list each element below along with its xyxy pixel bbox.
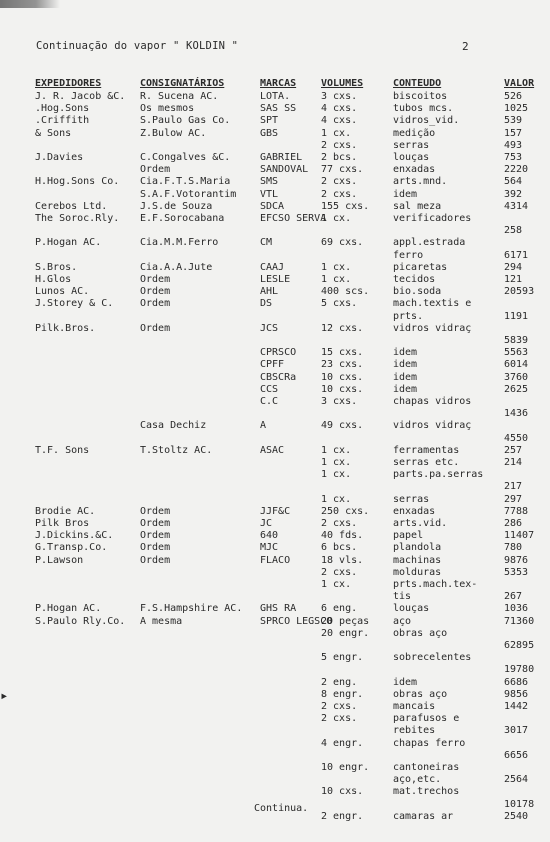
cell-conteudo: louças bbox=[393, 603, 430, 615]
cell-valor: 2625 bbox=[504, 383, 529, 395]
cell-marca: 640 bbox=[260, 530, 279, 542]
cell-volume: 12 cxs. bbox=[321, 322, 364, 334]
cell-volume: 2 cxs. bbox=[321, 139, 358, 151]
cell-volume: 10 cxs. bbox=[321, 371, 364, 383]
cell-conteudo: sal meza bbox=[393, 200, 442, 212]
table-row bbox=[35, 493, 523, 506]
cell-conteudo: idem bbox=[393, 347, 418, 359]
cell-conteudo: prts. bbox=[393, 310, 424, 322]
cell-consignatario: Ordem bbox=[140, 542, 171, 554]
table-row bbox=[35, 298, 515, 310]
table-row bbox=[35, 713, 515, 725]
cell-volume: 18 vls. bbox=[321, 554, 364, 566]
table-row bbox=[35, 469, 515, 481]
cell-consignatario: Ordem bbox=[140, 286, 171, 298]
cell-volume: 20 peças bbox=[321, 615, 370, 627]
cell-volume: 400 scs. bbox=[321, 286, 370, 298]
cell-volume: 1 cx. bbox=[321, 127, 352, 139]
cell-conteudo: obras aço bbox=[393, 627, 448, 639]
cell-valor: 10178 bbox=[504, 798, 535, 810]
cell-conteudo: parafusos e bbox=[393, 713, 460, 725]
cell-marca: DS bbox=[260, 298, 273, 310]
cell-conteudo: ferro bbox=[393, 249, 424, 261]
cell-valor: 157 bbox=[504, 127, 523, 139]
cell-marca: SMS bbox=[260, 176, 279, 188]
table-row bbox=[35, 420, 515, 432]
cell-conteudo: chapas ferro bbox=[393, 737, 466, 749]
column-header-volumes: VOLUMES bbox=[321, 78, 364, 89]
cell-expedidor: Pilk.Bros. bbox=[35, 322, 96, 334]
cell-valor: 539 bbox=[504, 115, 523, 127]
table-row bbox=[35, 213, 515, 225]
cell-expedidor: & Sons bbox=[35, 127, 72, 139]
table-row bbox=[35, 725, 529, 737]
cell-conteudo: serras etc. bbox=[393, 457, 460, 468]
cell-expedidor: J.Dickins.&C. bbox=[35, 530, 114, 542]
cell-valor: 1025 bbox=[504, 103, 529, 115]
cell-volume: 8 engr. bbox=[321, 688, 364, 700]
cell-volume: 5 engr. bbox=[321, 652, 364, 664]
cell-valor: 5839 bbox=[504, 335, 529, 346]
table-row bbox=[35, 786, 515, 798]
cell-consignatario: A mesma bbox=[140, 615, 183, 627]
cell-consignatario: Cia.A.A.Jute bbox=[140, 261, 213, 273]
document-title: Continuação do vapor " KOLDIN " bbox=[36, 40, 239, 52]
cell-conteudo: plandola bbox=[393, 542, 442, 554]
cell-valor: 71360 bbox=[504, 615, 535, 627]
table-row bbox=[35, 91, 523, 103]
cell-volume: 2 cxs. bbox=[321, 566, 358, 578]
cell-volume: 40 fds. bbox=[321, 530, 364, 542]
cell-volume: 1 cx. bbox=[321, 579, 352, 590]
cell-volume: 2 eng. bbox=[321, 676, 358, 688]
cell-consignatario: Ordem bbox=[140, 554, 171, 566]
cell-volume: 4 cxs. bbox=[321, 115, 358, 127]
cell-marca: CBSCRa bbox=[260, 371, 297, 383]
page-number: 2 bbox=[462, 40, 469, 53]
cell-marca: EFCSO SERVA bbox=[260, 213, 327, 224]
table-row bbox=[35, 261, 523, 274]
cell-expedidor: Brodie AC. bbox=[35, 505, 96, 517]
cell-volume: 4 engr. bbox=[321, 737, 364, 749]
table-row bbox=[35, 237, 515, 249]
cell-consignatario: Cia.M.M.Ferro bbox=[140, 237, 219, 249]
cell-valor: 217 bbox=[504, 481, 523, 493]
cell-marca: LESLE bbox=[260, 274, 291, 285]
table-row bbox=[35, 432, 529, 445]
cell-conteudo: vidros_vid. bbox=[393, 115, 460, 127]
table-row bbox=[35, 176, 523, 188]
cell-volume: 49 cxs. bbox=[321, 420, 364, 432]
cell-conteudo: biscoitos bbox=[393, 91, 448, 102]
table-row bbox=[35, 408, 529, 420]
cell-marca: SDCA bbox=[260, 200, 285, 212]
cell-conteudo: appl.estrada bbox=[393, 237, 466, 249]
cell-conteudo: papel bbox=[393, 530, 424, 542]
cell-valor: 286 bbox=[504, 518, 523, 529]
cell-expedidor: J. R. Jacob &C. bbox=[35, 91, 126, 102]
cell-expedidor: Pilk Bros bbox=[35, 518, 90, 529]
cell-marca: GABRIEL bbox=[260, 152, 303, 163]
cell-conteudo: idem bbox=[393, 188, 418, 200]
cell-volume: 5 cxs. bbox=[321, 298, 358, 310]
cell-expedidor: The Soroc.Rly. bbox=[35, 213, 120, 224]
cell-volume: 2 cxs. bbox=[321, 713, 358, 725]
table-row bbox=[35, 566, 529, 579]
cell-valor: 526 bbox=[504, 91, 523, 102]
cell-consignatario: Casa Dechiz bbox=[140, 420, 207, 432]
cell-volume: 10 cxs. bbox=[321, 383, 364, 395]
table-row bbox=[35, 274, 523, 286]
cell-valor: 11407 bbox=[504, 530, 535, 542]
table-row bbox=[35, 615, 535, 628]
cell-volume: 1 cx. bbox=[321, 444, 352, 456]
table-row bbox=[35, 579, 515, 591]
cell-volume: 2 cxs. bbox=[321, 518, 358, 529]
cell-volume: 2 cxs. bbox=[321, 188, 358, 200]
cell-volume: 2 engr. bbox=[321, 810, 364, 822]
column-header-valor: VALOR bbox=[504, 78, 535, 89]
margin-ink-mark: ▸ bbox=[0, 688, 9, 704]
cell-volume: 2 cxs. bbox=[321, 176, 358, 188]
table-row bbox=[35, 457, 523, 469]
cell-valor: 7788 bbox=[504, 505, 529, 517]
cell-expedidor: S.Paulo Rly.Co. bbox=[35, 615, 126, 627]
cell-valor: 6171 bbox=[504, 249, 529, 261]
cell-expedidor: S.Bros. bbox=[35, 261, 78, 273]
cell-volume: 2 bcs. bbox=[321, 152, 358, 163]
cell-marca: SANDOVAL bbox=[260, 164, 309, 176]
table-row bbox=[35, 188, 523, 201]
cell-consignatario: S.Paulo Gas Co. bbox=[140, 115, 231, 127]
cell-consignatario: E.F.Sorocabana bbox=[140, 213, 225, 224]
cell-conteudo: parts.pa.serras bbox=[393, 469, 484, 481]
table-row bbox=[35, 774, 529, 786]
cell-conteudo: chapas vidros bbox=[393, 396, 472, 407]
table-row bbox=[35, 396, 515, 408]
table-row bbox=[35, 200, 529, 213]
column-header-expedidores: EXPEDIDORES bbox=[35, 78, 102, 89]
cell-valor: 4314 bbox=[504, 200, 529, 212]
cell-valor: 294 bbox=[504, 261, 523, 273]
cell-valor: 392 bbox=[504, 188, 523, 200]
cell-conteudo: prts.mach.tex- bbox=[393, 579, 478, 590]
cell-consignatario: J.S.de Souza bbox=[140, 200, 213, 212]
cell-marca: GBS bbox=[260, 127, 279, 139]
cell-consignatario: Os mesmos bbox=[140, 103, 195, 115]
cell-conteudo: mat.trechos bbox=[393, 786, 460, 798]
cell-marca: CM bbox=[260, 237, 273, 249]
cell-marca: AHL bbox=[260, 286, 279, 298]
cell-marca: SAS SS bbox=[260, 103, 297, 115]
cell-conteudo: idem bbox=[393, 371, 418, 383]
cell-volume: 15 cxs. bbox=[321, 347, 364, 359]
cell-valor: 121 bbox=[504, 274, 523, 285]
cell-volume: 20 engr. bbox=[321, 627, 370, 639]
cell-expedidor: H.Hog.Sons Co. bbox=[35, 176, 120, 188]
cell-valor: 297 bbox=[504, 493, 523, 505]
cell-expedidor: Lunos AC. bbox=[35, 286, 90, 298]
cell-valor: 62895 bbox=[504, 640, 535, 651]
cell-consignatario: Ordem bbox=[140, 505, 171, 517]
table-row bbox=[35, 335, 529, 347]
cell-conteudo: sobrecelentes bbox=[393, 652, 472, 664]
cell-volume: 3 cxs. bbox=[321, 396, 358, 407]
cell-valor: 9876 bbox=[504, 554, 529, 566]
cell-conteudo: arts.mnd. bbox=[393, 176, 448, 188]
cell-marca: FLACO bbox=[260, 554, 291, 566]
cell-conteudo: tecidos bbox=[393, 274, 436, 285]
cell-marca: JJF&C bbox=[260, 505, 291, 517]
cell-volume: 1 cx. bbox=[321, 457, 352, 468]
cell-conteudo: bio.soda bbox=[393, 286, 442, 298]
cell-marca: A bbox=[260, 420, 267, 432]
cell-expedidor: .Hog.Sons bbox=[35, 103, 90, 115]
table-row bbox=[35, 249, 529, 262]
cell-consignatario: Ordem bbox=[140, 274, 171, 285]
cell-valor: 258 bbox=[504, 225, 523, 237]
cell-conteudo: verificadores bbox=[393, 213, 472, 224]
cell-consignatario: F.S.Hampshire AC. bbox=[140, 603, 243, 615]
cell-expedidor: P.Hogan AC. bbox=[35, 237, 102, 249]
cell-valor: 3760 bbox=[504, 371, 529, 383]
cell-conteudo: vidros vidraç bbox=[393, 420, 472, 432]
cell-conteudo: enxadas bbox=[393, 164, 436, 176]
cell-conteudo: machinas bbox=[393, 554, 442, 566]
table-row bbox=[35, 323, 515, 335]
cell-conteudo: idem bbox=[393, 383, 418, 395]
cell-conteudo: mancais bbox=[393, 701, 436, 712]
table-row bbox=[35, 225, 523, 237]
cell-expedidor: G.Transp.Co. bbox=[35, 542, 108, 554]
cell-valor: 214 bbox=[504, 457, 523, 468]
cell-volume: 77 cxs. bbox=[321, 164, 364, 176]
cell-conteudo: arts.vid. bbox=[393, 518, 448, 529]
cell-valor: 493 bbox=[504, 139, 523, 151]
cell-marca: SPT bbox=[260, 115, 279, 127]
table-row bbox=[35, 701, 529, 713]
cell-conteudo: serras bbox=[393, 493, 430, 505]
table-row bbox=[35, 152, 523, 164]
cell-marca: C.C bbox=[260, 396, 279, 407]
cell-valor: 1036 bbox=[504, 603, 529, 615]
table-row bbox=[35, 505, 529, 518]
continues-note: Continua. bbox=[254, 803, 309, 814]
table-row bbox=[35, 603, 529, 615]
cell-marca: CAAJ bbox=[260, 261, 285, 273]
cell-valor: 564 bbox=[504, 176, 523, 188]
cell-consignatario: C.Congalves &C. bbox=[140, 152, 231, 163]
cell-volume: 1 cx. bbox=[321, 261, 352, 273]
table-row bbox=[35, 139, 523, 152]
table-row bbox=[35, 762, 515, 774]
cell-valor: 257 bbox=[504, 444, 523, 456]
cell-conteudo: cantoneiras bbox=[393, 762, 460, 773]
cell-valor: 1191 bbox=[504, 310, 529, 322]
cell-marca: MJC bbox=[260, 542, 279, 554]
table-row bbox=[35, 628, 515, 640]
column-header-consignatarios: CONSIGNATÁRIOS bbox=[140, 78, 225, 89]
cell-consignatario: S.A.F.Votorantim bbox=[140, 188, 237, 200]
cell-conteudo: aço,etc. bbox=[393, 774, 442, 786]
cell-conteudo: ferramentas bbox=[393, 444, 460, 456]
cell-volume: 1 cx. bbox=[321, 274, 352, 285]
cell-valor: 5563 bbox=[504, 347, 529, 359]
cell-conteudo: rebites bbox=[393, 725, 436, 737]
table-row bbox=[35, 359, 529, 371]
cell-marca: JCS bbox=[260, 322, 279, 334]
cell-conteudo: idem bbox=[393, 676, 418, 688]
cell-volume: 23 cxs. bbox=[321, 359, 364, 371]
table-row bbox=[35, 481, 523, 493]
table-row bbox=[35, 688, 529, 701]
table-row bbox=[35, 383, 529, 396]
table-row bbox=[35, 530, 535, 542]
cell-valor: 1436 bbox=[504, 408, 529, 420]
cell-valor: 19780 bbox=[504, 664, 535, 676]
table-row bbox=[35, 554, 529, 567]
table-row bbox=[35, 444, 523, 457]
cell-valor: 6656 bbox=[504, 749, 529, 761]
cell-valor: 2540 bbox=[504, 810, 529, 822]
cell-consignatario: Ordem bbox=[140, 518, 171, 529]
table-row bbox=[35, 591, 523, 603]
cell-valor: 5353 bbox=[504, 566, 529, 578]
cell-conteudo: obras aço bbox=[393, 688, 448, 700]
table-row bbox=[35, 310, 529, 323]
cell-consignatario: Ordem bbox=[140, 298, 171, 310]
cell-volume: 6 eng. bbox=[321, 603, 358, 615]
cell-volume: 10 engr. bbox=[321, 762, 370, 773]
table-row bbox=[35, 640, 535, 652]
cell-volume: 4 cxs. bbox=[321, 103, 358, 115]
cell-conteudo: medição bbox=[393, 127, 436, 139]
cell-valor: 780 bbox=[504, 542, 523, 554]
cell-marca: CPRSCO bbox=[260, 347, 297, 359]
table-row bbox=[35, 738, 515, 750]
cell-conteudo: serras bbox=[393, 139, 430, 151]
table-row bbox=[35, 164, 529, 176]
cell-conteudo: aço bbox=[393, 615, 412, 627]
cell-consignatario: R. Sucena AC. bbox=[140, 91, 219, 102]
scan-edge-mark bbox=[0, 0, 60, 8]
table-row bbox=[35, 652, 515, 664]
cell-valor: 20593 bbox=[504, 286, 535, 298]
cell-expedidor: P.Lawson bbox=[35, 554, 84, 566]
cell-volume: 250 cxs. bbox=[321, 505, 370, 517]
cell-expedidor: J.Storey & C. bbox=[35, 298, 114, 310]
cell-marca: ASAC bbox=[260, 444, 285, 456]
table-row bbox=[35, 749, 529, 762]
cell-valor: 9856 bbox=[504, 688, 529, 700]
table-row bbox=[35, 518, 523, 530]
cell-volume: 155 cxs. bbox=[321, 200, 370, 212]
column-header-marcas: MARCAS bbox=[260, 78, 297, 89]
cell-marca: GHS RA bbox=[260, 603, 297, 615]
cell-expedidor: H.Glos bbox=[35, 274, 72, 285]
cell-conteudo: molduras bbox=[393, 566, 442, 578]
cell-valor: 3017 bbox=[504, 725, 529, 737]
cell-volume: 1 cx. bbox=[321, 493, 352, 505]
cell-volume: 10 cxs. bbox=[321, 786, 364, 798]
cell-valor: 4550 bbox=[504, 432, 529, 444]
table-row bbox=[35, 664, 535, 676]
cell-expedidor: J.Davies bbox=[35, 152, 84, 163]
cell-marca: CCS bbox=[260, 383, 279, 395]
cell-marca: LOTA. bbox=[260, 91, 291, 102]
cell-consignatario: Z.Bulow AC. bbox=[140, 127, 207, 139]
table-row bbox=[35, 371, 529, 384]
table-row bbox=[35, 347, 529, 359]
table-row bbox=[35, 542, 523, 554]
cell-expedidor: P.Hogan AC. bbox=[35, 603, 102, 615]
cell-volume: 1 cx. bbox=[321, 213, 352, 224]
cell-valor: 267 bbox=[504, 591, 523, 603]
cell-volume: 3 cxs. bbox=[321, 91, 358, 102]
cell-expedidor: T.F. Sons bbox=[35, 444, 90, 456]
cell-consignatario: Ordem bbox=[140, 164, 171, 176]
cell-marca: SPRCO LEGSCO bbox=[260, 615, 333, 627]
cell-consignatario: Ordem bbox=[140, 530, 171, 542]
table-row bbox=[35, 115, 523, 127]
cell-consignatario: Cia.F.T.S.Maria bbox=[140, 176, 231, 188]
cell-conteudo: louças bbox=[393, 152, 430, 163]
cell-conteudo: picaretas bbox=[393, 261, 448, 273]
cell-conteudo: mach.textis e bbox=[393, 298, 472, 310]
table-row bbox=[35, 103, 529, 115]
cell-valor: 6014 bbox=[504, 359, 529, 371]
cell-conteudo: vidros vidraç bbox=[393, 322, 472, 334]
column-headers bbox=[35, 78, 535, 90]
cell-conteudo: enxadas bbox=[393, 505, 436, 517]
cell-marca: CPFF bbox=[260, 359, 285, 371]
cell-volume: 6 bcs. bbox=[321, 542, 358, 554]
cell-volume: 2 cxs. bbox=[321, 701, 358, 712]
cell-expedidor: .Criffith bbox=[35, 115, 90, 127]
cell-conteudo: camaras ar bbox=[393, 810, 454, 822]
cell-valor: 753 bbox=[504, 152, 523, 163]
cell-conteudo: tubos mcs. bbox=[393, 103, 454, 115]
cell-marca: VTL bbox=[260, 188, 279, 200]
cell-volume: 69 cxs. bbox=[321, 237, 364, 249]
cell-conteudo: idem bbox=[393, 359, 418, 371]
column-header-conteudo: CONTEUDO bbox=[393, 78, 442, 89]
cell-valor: 6686 bbox=[504, 676, 529, 688]
cell-valor: 2564 bbox=[504, 774, 529, 786]
cell-volume: 1 cx. bbox=[321, 469, 352, 481]
cell-consignatario: Ordem bbox=[140, 322, 171, 334]
cell-valor: 1442 bbox=[504, 701, 529, 712]
cell-valor: 2220 bbox=[504, 164, 529, 176]
table-row bbox=[35, 127, 523, 140]
cell-marca: JC bbox=[260, 518, 273, 529]
cell-conteudo: tis bbox=[393, 591, 412, 603]
table-row bbox=[35, 676, 529, 689]
cell-consignatario: T.Stoltz AC. bbox=[140, 444, 213, 456]
cell-expedidor: Cerebos Ltd. bbox=[35, 200, 108, 212]
table-row bbox=[35, 286, 535, 298]
